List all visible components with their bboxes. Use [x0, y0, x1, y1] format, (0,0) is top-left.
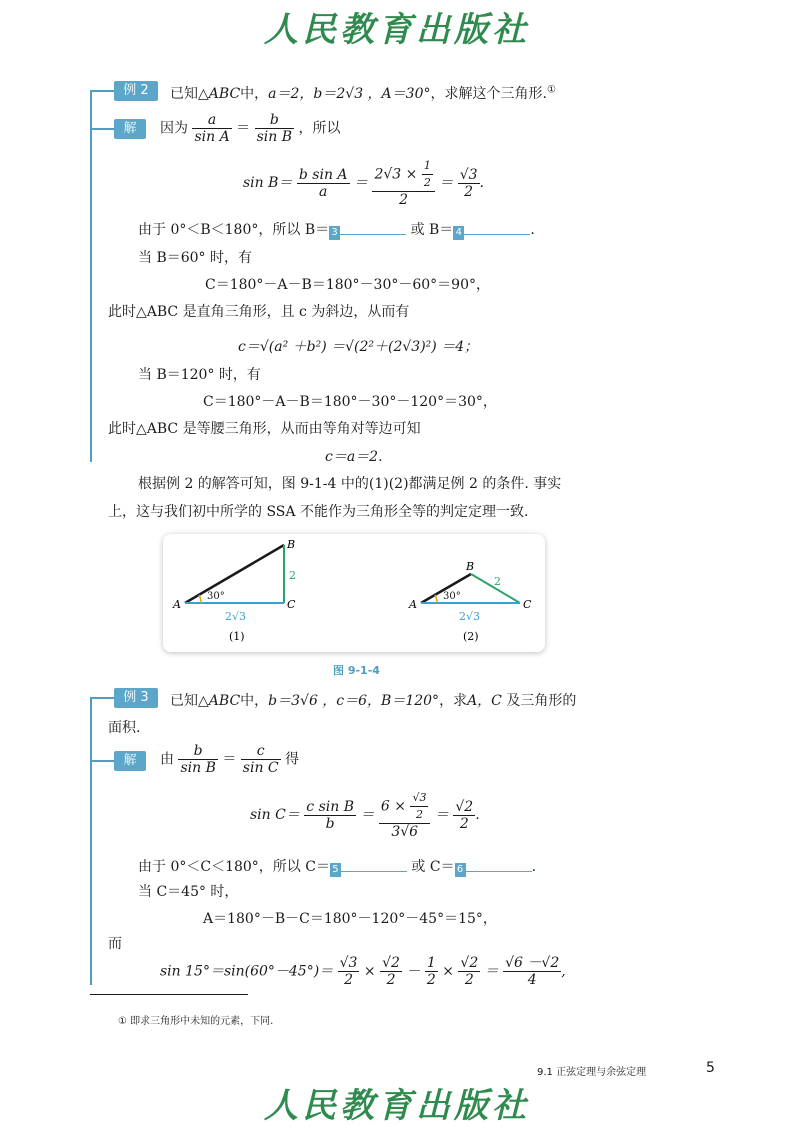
example2-case2-C: C＝180°－A－B＝180°－30°－120°＝30°， [203, 394, 497, 410]
example3-solution-tag: 解 [114, 751, 146, 771]
example3-range: 由于 0°＜C＜180°，所以 C＝ 5 或 C＝ 6 . [138, 859, 537, 875]
example3-sin15-equation: sin 15°＝sin(60°－45°)＝ $\frac{√3}{2}$ × $\frac{√2}{2}$ － $\frac{1}{2}$ × $\frac{√2}{2}$ ＝ $\frac{√6 -√2}{4}$ , [160, 955, 566, 988]
footnote-rule [90, 994, 248, 995]
example2-case1-head: 当 B＝60° 时，有 [138, 250, 253, 266]
blank-5: 5 [330, 863, 341, 877]
example2-because: 因为 $\frac{a}{\text{sin A}}$ ＝ $\frac{b}{\text{sin B}}$ ，所以 [160, 112, 341, 145]
figure-svg [163, 534, 545, 652]
example2-frame-line [90, 90, 92, 462]
example3-frame-top [90, 697, 114, 699]
example2-range: 由于 0°＜B＜180°，所以 B＝ 3 或 B＝ 4 . [138, 222, 535, 238]
example3-from: 由 $\frac{b}{\text{sin B}}$ ＝ $\frac{c}{\text{sin C}}$ 得 [160, 743, 300, 776]
example2-solution-connector [90, 128, 114, 130]
footnote-ref: ① [546, 84, 556, 96]
fig2-angle-arc [435, 595, 437, 603]
fig1-side-ab [185, 545, 284, 603]
fig1-angle-arc [199, 595, 201, 603]
example3-frame-line [90, 697, 92, 985]
example2-solution-tag: 解 [114, 119, 146, 139]
publisher-logo-bottom: 人民教育出版社 [264, 1086, 530, 1126]
example2-problem: 已知△ABC中，a＝2，b＝2√3 ，A＝30°，求解这个三角形.① [170, 84, 556, 102]
fig2-side-bc-label: 2 [494, 575, 501, 588]
example2-case2-desc: 此时△ABC 是等腰三角形，从而由等角对等边可知 [108, 421, 421, 437]
blank-4-line[interactable] [464, 220, 530, 235]
footer-section: 9.1 正弦定理与余弦定理 [537, 1067, 647, 1078]
fig2-label-B: B [466, 560, 475, 573]
fig1-label-B: B [287, 538, 296, 551]
fig2-angle-label: 30° [443, 591, 461, 602]
blank-3-line[interactable] [340, 220, 406, 235]
fig1-angle-label: 30° [207, 591, 225, 602]
fig2-label-C: C [523, 598, 532, 611]
blank-6: 6 [455, 863, 466, 877]
fig1-side-ac-label: 2√3 [225, 610, 247, 623]
example3-case1-head: 当 C＝45° 时， [138, 884, 239, 900]
figure-caption: 图 9-1-4 [333, 664, 380, 677]
example3-problem-line-1: 已知△ABC中，b＝3√6 ，c＝6，B＝120°，求A，C 及三角形的 [170, 693, 577, 709]
example3-problem-line-2: 面积. [108, 720, 141, 736]
paragraph-line-2: 上，这与我们初中所学的 SSA 不能作为三角形全等的判定定理一致. [108, 504, 529, 520]
example3-tag: 例 3 [114, 688, 158, 708]
blank-5-line[interactable] [341, 857, 407, 872]
example2-case1-desc: 此时△ABC 是直角三角形，且 c 为斜边，从而有 [108, 304, 410, 320]
fig1-label-C: C [287, 598, 296, 611]
footnote: ① 即求三角形中未知的元素，下同. [118, 1016, 274, 1027]
fig1-side-bc-label: 2 [289, 569, 296, 582]
publisher-logo-top: 人民教育出版社 [264, 10, 530, 50]
example3-and: 而 [108, 936, 122, 952]
example2-case2-head: 当 B＝120° 时，有 [138, 367, 261, 383]
fig2-label-A: A [409, 598, 417, 611]
fig2-side-ac-label: 2√3 [459, 610, 481, 623]
example2-tag: 例 2 [114, 81, 158, 101]
fig1-sub: (1) [229, 630, 245, 643]
page-number: 5 [706, 1060, 715, 1076]
example2-case1-c: c＝√(a² ＋b²) ＝√(2²＋(2√3)²) ＝4； [238, 339, 479, 355]
fig1-label-A: A [173, 598, 181, 611]
example2-case1-C: C＝180°－A－B＝180°－30°－60°＝90°， [205, 277, 490, 293]
fig2-sub: (2) [463, 630, 479, 643]
paragraph-line-1: 根据例 2 的解答可知，图 9-1-4 中的(1)(2)都满足例 2 的条件. 事实 [138, 476, 562, 492]
example3-solution-connector [90, 760, 114, 762]
blank-3: 3 [329, 226, 340, 240]
figure-9-1-4 [163, 534, 545, 652]
example3-sinC-equation: sin C＝ $\frac{\text{c sin B}}{b}$ ＝ 6 × $\frac{√3}{2}$ 3√6 ＝ $\frac{√2}{2}$ . [250, 791, 480, 840]
example2-frame-top [90, 90, 114, 92]
blank-6-line[interactable] [466, 857, 532, 872]
example3-case1-A: A＝180°－B－C＝180°－120°－45°＝15°， [203, 911, 497, 927]
blank-4: 4 [453, 226, 464, 240]
example2-case2-c: c＝a＝2. [325, 449, 383, 465]
example2-sinB-equation: sin B＝ $\frac{\text{b sin A}}{a}$ ＝ 2√3 × $\frac{1}{2}$ 2 ＝ $\frac{√3}{2}$ . [243, 159, 484, 208]
